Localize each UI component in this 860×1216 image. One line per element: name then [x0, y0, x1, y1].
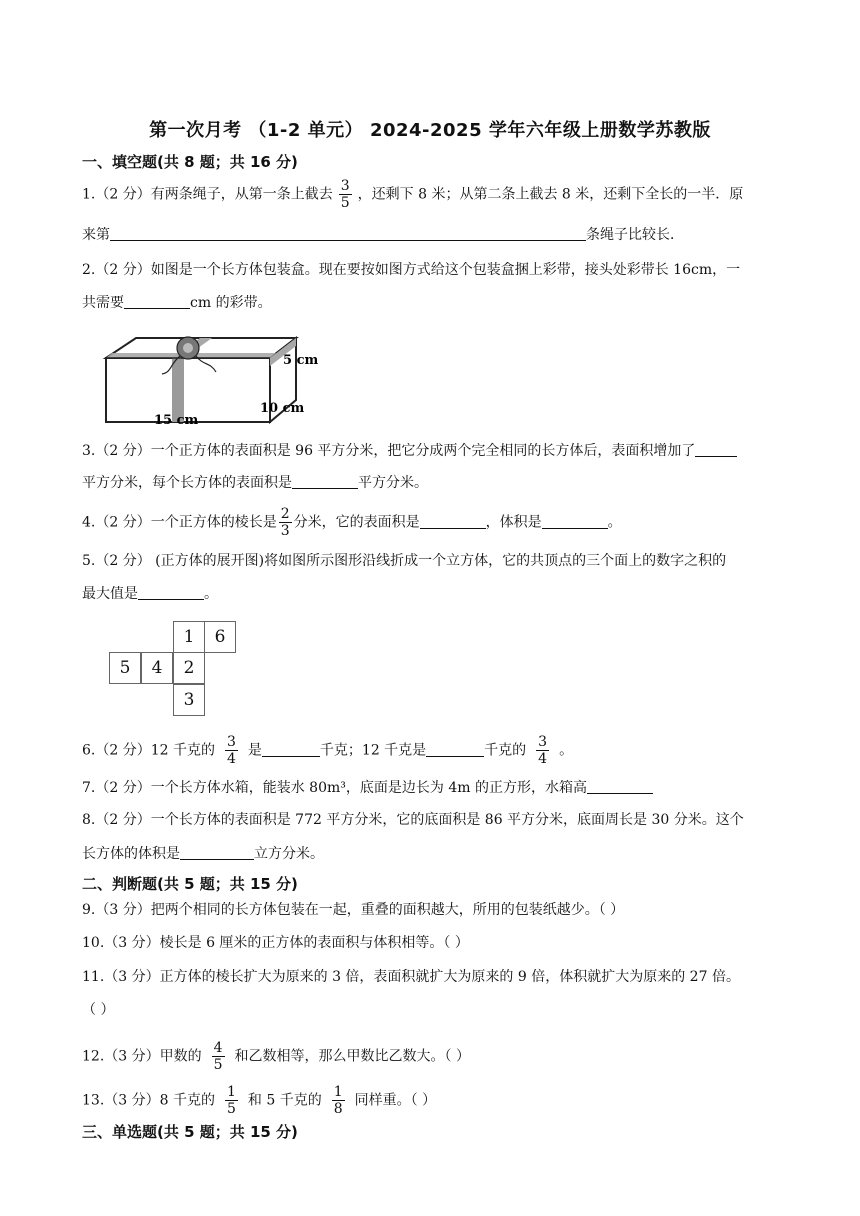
answer-blank-q3-a[interactable]	[695, 440, 737, 457]
fraction-3-4: $\frac{3}{4}$	[538, 734, 548, 767]
answer-blank-q4-a[interactable]	[420, 512, 486, 529]
question-6-text-b: 是	[247, 742, 262, 759]
question-11-line-2[interactable]: （ ）	[82, 1002, 115, 1018]
question-2-line-2	[82, 292, 272, 313]
section-judge-heading: 二、判断题(共 5 题；共 15 分)	[82, 875, 298, 893]
question-6-text-a: 6.（2 分）12 千克的	[82, 742, 215, 759]
question-4-text-b: 分米，它的表面积是	[293, 514, 420, 531]
question-2-text-b: 共需要	[82, 295, 124, 311]
question-1-text-a: 1.（2 分）有两条绳子，从第一条上截去	[82, 186, 333, 203]
cube-net-figure	[100, 616, 240, 720]
question-9-line[interactable]: 9.（3 分）把两个相同的长方体包装在一起，重叠的面积越大，所用的包装纸越少。（ ）	[82, 902, 625, 918]
question-1-line-2	[82, 224, 684, 245]
section-choice-heading: 三、单选题(共 5 题；共 15 分)	[82, 1123, 298, 1141]
question-4-text-d: 。	[607, 514, 622, 531]
net-face: 6	[204, 621, 236, 653]
answer-blank-q1[interactable]	[110, 224, 586, 241]
answer-blank-q4-b[interactable]	[542, 512, 608, 529]
question-6-line	[82, 734, 573, 767]
question-1-text-c: 来第	[82, 227, 110, 243]
question-13-line[interactable]	[82, 1084, 436, 1117]
label-length: 15 cm	[154, 413, 199, 428]
question-13-text-b: 和 5 千克的	[247, 1092, 322, 1109]
fraction-4-5: $\frac{4}{5}$	[213, 1040, 223, 1073]
question-5-text-b: 最大值是	[82, 586, 138, 602]
question-4-line	[82, 506, 622, 539]
answer-blank-q2[interactable]	[124, 292, 190, 309]
question-8-text-c: 立方分米。	[254, 846, 324, 862]
answer-blank-q6-b[interactable]	[426, 740, 484, 757]
answer-blank-q5[interactable]	[138, 583, 204, 600]
question-2-line-1: 2.（2 分）如图是一个长方体包装盒。现在要按如图方式给这个包装盒捆上彩带，接头处彩带长 16cm，一	[82, 262, 741, 278]
question-2-text-c: cm 的彩带。	[190, 295, 272, 311]
label-depth: 10 cm	[260, 401, 305, 416]
net-face: 3	[173, 684, 205, 716]
label-height: 5 cm	[283, 353, 319, 368]
net-face: 1	[173, 621, 205, 653]
answer-blank-q8[interactable]	[180, 843, 254, 860]
answer-blank-q6-a[interactable]	[262, 740, 320, 757]
question-13-text-a: 13.（3 分）8 千克的	[82, 1092, 215, 1109]
question-3-text-b: 平方分米，每个长方体的表面积是	[82, 475, 292, 491]
question-12-line[interactable]	[82, 1040, 470, 1073]
question-5-line-1: 5.（2 分） (正方体的展开图)将如图所示图形沿线折成一个立方体，它的共顶点的三个面上的数字之积的	[82, 553, 727, 569]
question-7-text: 7.（2 分）一个长方体水箱，能装水 80m³，底面是边长为 4m 的正方形，水箱高	[82, 780, 587, 796]
net-face: 2	[173, 652, 205, 684]
net-face: 5	[109, 652, 141, 684]
question-3-text-a: 3.（2 分）一个正方体的表面积是 96 平方分米，把它分成两个完全相同的长方体后，表面积增加了	[82, 443, 696, 459]
fraction-3-5: $\frac{3}{5}$	[340, 178, 350, 211]
question-5-line-2	[82, 583, 218, 604]
question-7-line	[82, 777, 653, 798]
question-6-text-c: 千克；12 千克是	[319, 742, 427, 759]
question-10-line[interactable]: 10.（3 分）棱长是 6 厘米的正方体的表面积与体积相等。（ ）	[82, 935, 469, 951]
gift-box-figure	[100, 328, 330, 428]
question-12-text-b: 和乙数相等，那么甲数比乙数大。（ ）	[234, 1048, 470, 1065]
fraction-3-4: $\frac{3}{4}$	[226, 734, 236, 767]
question-11-line-1: 11.（3 分）正方体的棱长扩大为原来的 3 倍，表面积就扩大为原来的 9 倍，体积就扩大为原来的 27 倍。	[82, 969, 740, 985]
question-1-text-b: ，还剩下 8 米；从第二条上截去 8 米，还剩下全长的一半．原	[357, 186, 744, 203]
answer-blank-q7[interactable]	[587, 777, 653, 794]
question-8-line-1: 8.（2 分）一个长方体的表面积是 772 平方分米，它的底面积是 86 平方分米，底面周长是 30 分米。这个	[82, 812, 744, 828]
question-12-text-a: 12.（3 分）甲数的	[82, 1048, 202, 1065]
section-fill-heading: 一、填空题(共 8 题；共 16 分)	[82, 153, 298, 171]
page-title: 第一次月考 （1-2 单元） 2024-2025 学年六年级上册数学苏教版	[149, 120, 711, 141]
question-6-text-e: 。	[559, 742, 574, 759]
question-4-text-a: 4.（2 分）一个正方体的棱长是	[82, 514, 277, 531]
question-8-line-2	[82, 843, 324, 864]
fraction-1-5: $\frac{1}{5}$	[226, 1084, 236, 1117]
question-13-text-c: 同样重。（ ）	[354, 1092, 437, 1109]
question-3-line-2	[82, 472, 428, 493]
question-1-text-d: 条绳子比较长．	[586, 227, 684, 243]
question-3-text-c: 平方分米。	[358, 475, 428, 491]
question-3-line-1	[82, 440, 737, 461]
fraction-2-3: $\frac{2}{3}$	[280, 506, 290, 539]
question-6-text-d: 千克的	[484, 742, 527, 759]
question-8-text-b: 长方体的体积是	[82, 846, 180, 862]
fraction-1-8: $\frac{1}{8}$	[333, 1084, 343, 1117]
question-1-line-1	[82, 178, 743, 211]
answer-blank-q3-b[interactable]	[292, 472, 358, 489]
net-face: 4	[141, 652, 173, 684]
question-5-text-c: 。	[204, 586, 218, 602]
question-4-text-c: ，体积是	[485, 514, 542, 531]
